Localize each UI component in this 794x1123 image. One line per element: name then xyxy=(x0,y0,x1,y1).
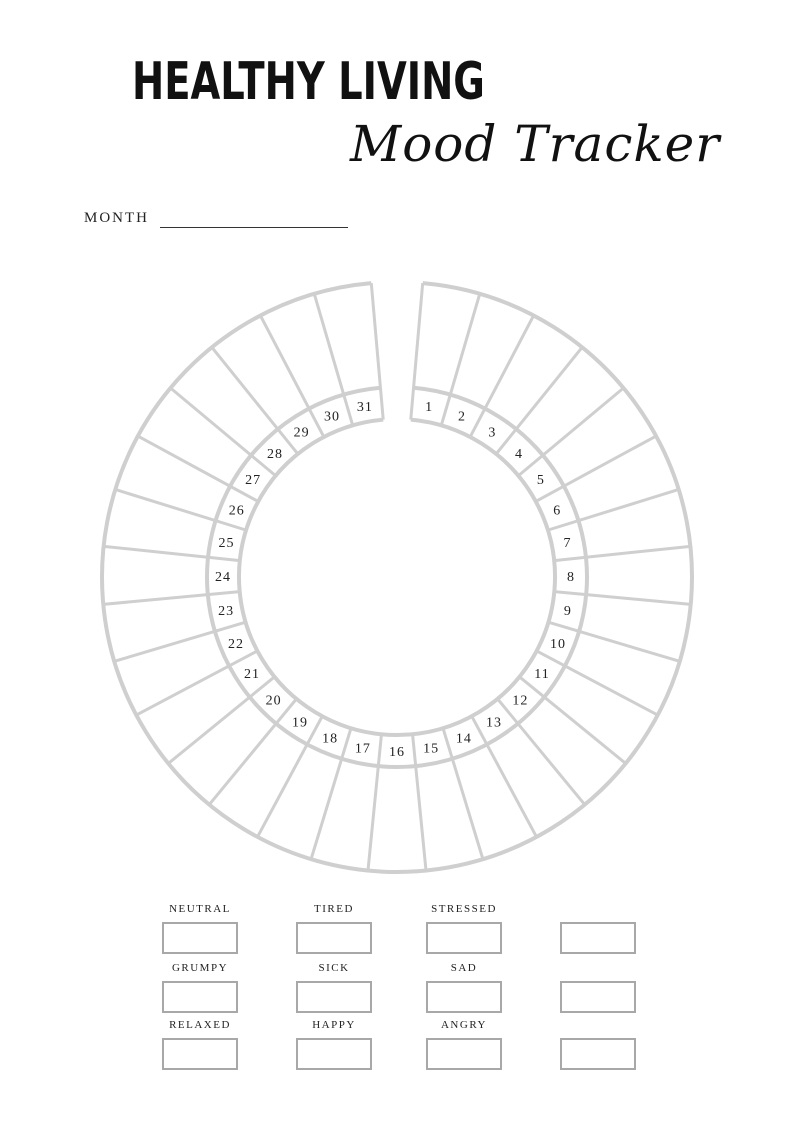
day-number-label: 17 xyxy=(354,741,371,757)
day-number-label: 29 xyxy=(293,425,310,441)
day-number-label: 4 xyxy=(514,446,523,462)
title-mood-tracker: Mood Tracker xyxy=(350,115,721,173)
mood-label-neutral: NEUTRAL xyxy=(169,903,231,915)
day-number-label: 15 xyxy=(423,741,440,757)
mood-label-relaxed: RELAXED xyxy=(169,1019,231,1031)
day-number-label: 31 xyxy=(356,399,373,415)
title-healthy-living: HEALTHY LIVING xyxy=(132,52,485,112)
mood-label-grumpy: GRUMPY xyxy=(171,962,229,974)
day-number-label: 18 xyxy=(322,731,339,747)
mood-label-angry: ANGRY xyxy=(440,1019,487,1031)
day-number-label: 28 xyxy=(267,446,284,462)
wheel-inner-ring xyxy=(239,420,555,735)
day-number-label: 27 xyxy=(245,473,262,489)
wheel-middle-ring xyxy=(207,388,587,767)
day-number-label: 21 xyxy=(243,667,260,683)
day-number-label: 5 xyxy=(536,473,545,489)
mood-color-box-angry[interactable] xyxy=(426,1038,502,1070)
mood-color-box-blank-3[interactable] xyxy=(560,922,636,954)
day-number-label: 20 xyxy=(265,693,282,709)
day-number-label: 22 xyxy=(227,636,244,652)
day-number-label: 26 xyxy=(228,503,245,519)
day-number-label: 13 xyxy=(485,715,502,731)
mood-label-stressed: STRESSED xyxy=(431,903,497,915)
mood-label-happy: HAPPY xyxy=(312,1019,356,1031)
mood-color-box-stressed[interactable] xyxy=(426,922,502,954)
mood-label-tired: TIRED xyxy=(314,903,354,915)
day-number-label: 23 xyxy=(218,604,235,620)
day-number-label: 12 xyxy=(512,693,529,709)
day-number-label: 2 xyxy=(457,409,466,425)
day-number-label: 16 xyxy=(389,745,405,760)
mood-color-box-tired[interactable] xyxy=(296,922,372,954)
day-number-label: 3 xyxy=(488,425,497,441)
day-number-label: 8 xyxy=(566,570,575,586)
mood-label-sad: SAD xyxy=(450,962,478,974)
day-number-label: 11 xyxy=(534,667,550,683)
mood-color-box-happy[interactable] xyxy=(296,1038,372,1070)
mood-color-box-sad[interactable] xyxy=(426,981,502,1013)
mood-color-box-neutral[interactable] xyxy=(162,922,238,954)
day-number-label: 25 xyxy=(218,535,235,551)
day-number-label: 9 xyxy=(563,604,572,620)
day-number-label: 19 xyxy=(292,715,309,731)
mood-color-box-relaxed[interactable] xyxy=(162,1038,238,1070)
day-number-label: 14 xyxy=(455,731,472,747)
day-number-label: 6 xyxy=(553,503,562,519)
mood-color-box-grumpy[interactable] xyxy=(162,981,238,1013)
day-number-label: 30 xyxy=(324,409,341,425)
day-number-label: 1 xyxy=(425,399,434,415)
day-number-label: 7 xyxy=(563,535,572,551)
mood-label-sick: SICK xyxy=(318,962,350,974)
month-label: MONTH xyxy=(84,210,149,226)
day-number-label: 10 xyxy=(550,636,567,652)
mood-color-box-blank-7[interactable] xyxy=(560,981,636,1013)
mood-color-box-sick[interactable] xyxy=(296,981,372,1013)
mood-color-box-blank-11[interactable] xyxy=(560,1038,636,1070)
day-number-label: 24 xyxy=(215,570,232,586)
